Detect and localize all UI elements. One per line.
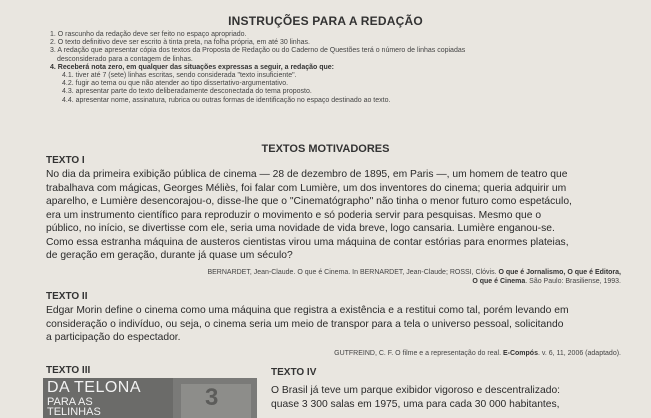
instruction-subitem: 4.2. fugir ao tema ou que não atender ao tipo dissertativo-argumentativo. — [62, 80, 289, 88]
reference-text: . v. 6, 11, 2006 (adaptado). — [537, 350, 621, 357]
text-line: trabalhava com mágicas, Georges Méliès, foi falar com Lumière, um dos inventores do cinema; queria adquirir um — [46, 182, 567, 194]
instruction-item-continuation: desconsiderado para a contagem de linhas. — [57, 55, 193, 63]
instruction-item: 4. Receberá nota zero, em qualquer das situações expressas a seguir, a redação que: — [50, 63, 335, 71]
reference-bold: O que é Cinema — [472, 278, 526, 285]
instruction-item: 3. A redação que apresentar cópia dos textos da Proposta de Redação ou do Caderno de Questões terá o número de linhas copiadas — [50, 47, 466, 55]
text-line: O Brasil já teve um parque exibidor vigoroso e descentralizado: — [271, 385, 561, 396]
texto-2-label: TEXTO II — [46, 291, 88, 302]
texto-1-label: TEXTO I — [46, 155, 85, 166]
texto-1-reference — [207, 268, 621, 286]
text-line: consideração o indivíduo, ou seja, o cinema seria um meio de transpor para a tela o universo pessoal, solicitando — [46, 318, 564, 330]
motivators-title: TEXTOS MOTIVADORES — [261, 143, 390, 155]
image-caption: DA TELONA — [47, 379, 142, 396]
reference-text: GUTFREIND, C. F. O filme e a representação do real. — [334, 350, 503, 357]
text-line: quase 3 300 salas em 1975, uma para cada 30 000 habitantes, — [271, 398, 560, 410]
texto-3-label: TEXTO III — [46, 365, 91, 376]
texto-4-label: TEXTO IV — [271, 367, 317, 378]
instruction-item: 1. O rascunho da redação deve ser feito no espaço apropriado. — [50, 31, 247, 38]
text-line: de geração em geração, durante já quase um século? — [46, 250, 293, 261]
instruction-subitem: 4.1. tiver até 7 (sete) linhas escritas, sendo considerada "texto insuficiente". — [62, 72, 297, 80]
image-caption: PARA AS TELINHAS — [47, 396, 101, 418]
instruction-subitem: 4.3. apresentar parte do texto deliberadamente desconectada do tema proposto. — [62, 88, 312, 96]
texto-2-reference — [334, 349, 621, 358]
image-number: 3 — [205, 384, 219, 411]
reference-text: BERNARDET, Jean-Claude. O que é Cinema. In BERNARDET, Jean-Claude; ROSSI, Clóvis. — [207, 269, 499, 276]
reference-text: . São Paulo: Brasiliense, 1993. — [525, 278, 621, 285]
texto-1-body — [46, 168, 624, 263]
reference-bold: E-Compós — [502, 350, 538, 357]
instruction-subitem: 4.4. apresentar nome, assinatura, rubrica ou outras formas de identificação no espaço destinado ao texto. — [62, 96, 391, 104]
reference-bold: O que é Jornalismo, O que é Editora, — [498, 269, 621, 276]
text-line: Como essa estranha máquina de austeros cientistas virou uma máquina de contar estórias para enormes plateias, — [46, 236, 569, 248]
text-line: público, no início, se divertisse com ele, seria uma novidade de vida breve, logo cansaria. Lumière enganou-se. — [46, 223, 555, 234]
text-line: Edgar Morin define o cinema como uma máquina que registra a existência e a restitui como tal, porém levando em — [46, 305, 569, 316]
instructions-title: INSTRUÇÕES PARA A REDAÇÃO — [228, 14, 423, 28]
texto-3-image — [43, 378, 257, 418]
text-line: No dia da primeira exibição pública de cinema — 28 de dezembro de 1895, em Paris —, um homem de teatro que — [46, 169, 568, 180]
text-line: aparelho, e Lumière desencorajou-o, disse-lhe que o "Cinematógrapho" não tinha o menor futuro como espetáculo, — [46, 196, 572, 207]
text-line: a participação do espectador. — [46, 332, 181, 343]
instructions-list — [50, 31, 630, 105]
instruction-item: 2. O texto definitivo deve ser escrito à tinta preta, na folha própria, em até 30 linhas. — [50, 39, 310, 47]
text-line: era um instrumento científico para reproduzir o movimento e só poderia servir para pesquisas. Mesmo que o — [46, 209, 542, 221]
texto-2-body — [46, 304, 624, 345]
texto-4-body — [271, 384, 631, 411]
